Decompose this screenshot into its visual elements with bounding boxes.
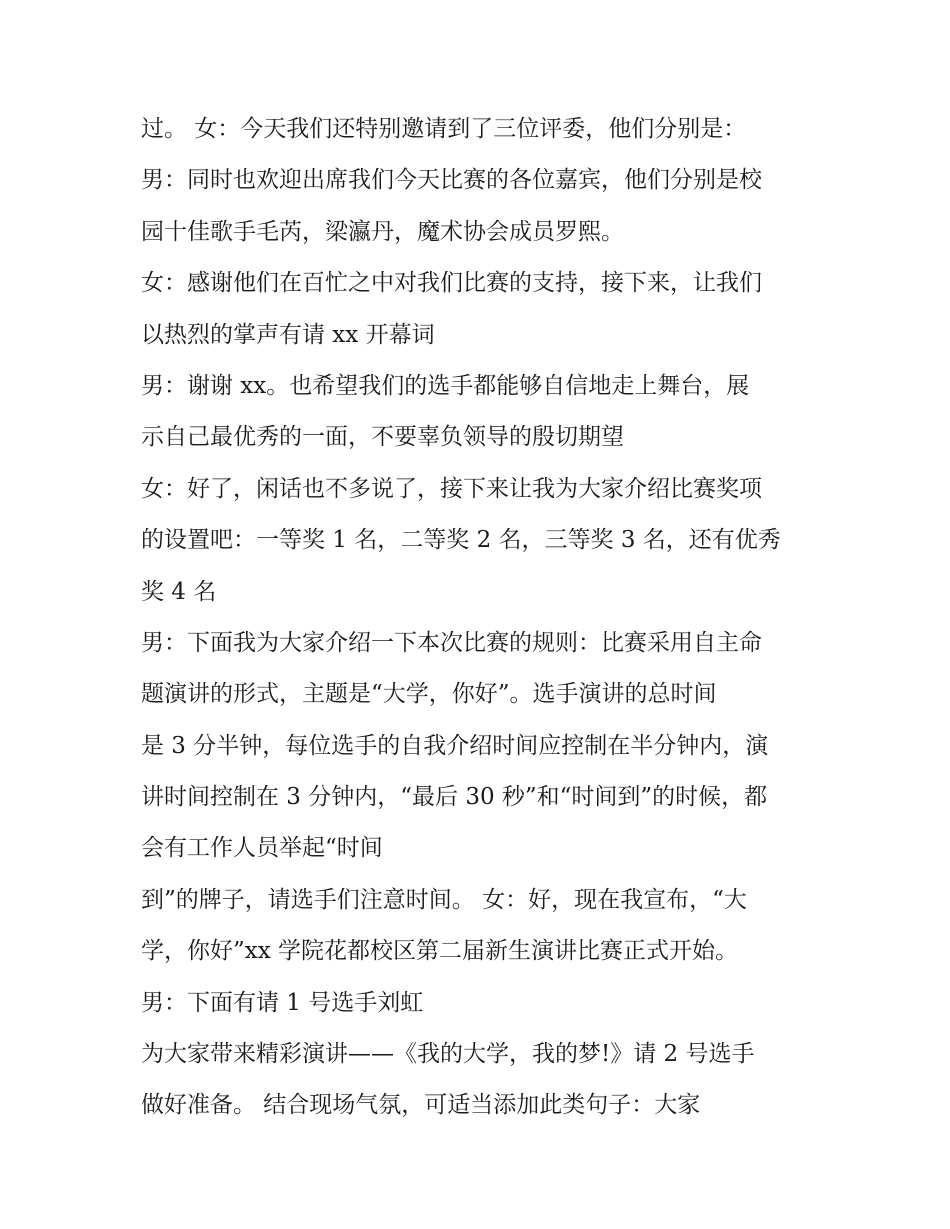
text-line: 园十佳歌手毛芮，梁瀛丹，魔术协会成员罗熙。 — [141, 218, 624, 245]
text-line: 奖 4 名 — [141, 578, 217, 605]
text-line: 为大家带来精彩演讲——《我的大学，我的梦!》请 2 号选手 — [141, 1041, 755, 1068]
text-line: 男：下面我为大家介绍一下本次比赛的规则：比赛采用自主命 — [141, 629, 762, 656]
text-line: 到”的牌子，请选手们注意时间。 女：好，现在我宣布，“大 — [141, 886, 747, 913]
text-line: 女：感谢他们在百忙之中对我们比赛的支持，接下来，让我们 — [141, 270, 762, 297]
text-line: 是 3 分半钟，每位选手的自我介绍时间应控制在半分钟内，演 — [141, 732, 769, 759]
text-line: 会有工作人员举起“时间 — [141, 835, 383, 862]
text-line: 做好准备。 结合现场气氛，可适当添加此类句子：大家 — [141, 1092, 701, 1119]
text-line: 男：谢谢 xx。也希望我们的选手都能够自信地走上舞台，展 — [141, 372, 750, 399]
text-line: 男：下面有请 1 号选手刘虹 — [141, 989, 424, 1016]
text-line: 学，你好”xx 学院花都校区第二届新生演讲比赛正式开始。 — [141, 938, 739, 965]
text-line: 过。 女：今天我们还特别邀请到了三位评委，他们分别是： — [141, 116, 747, 142]
text-line: 示自己最优秀的一面，不要辜负领导的殷切期望 — [141, 424, 624, 451]
document-body — [141, 104, 831, 1132]
text-line: 女：好了，闲话也不多说了，接下来让我为大家介绍比赛奖项 — [141, 475, 762, 502]
text-line: 男：同时也欢迎出席我们今天比赛的各位嘉宾，他们分别是校 — [141, 167, 762, 194]
text-line: 讲时间控制在 3 分钟内，“最后 30 秒”和“时间到”的时候，都 — [141, 784, 768, 811]
text-line: 题演讲的形式，主题是“大学，你好”。选手演讲的总时间 — [141, 681, 717, 708]
text-line: 以热烈的掌声有请 xx 开幕词 — [141, 321, 435, 348]
text-line: 的设置吧：一等奖 1 名，二等奖 2 名，三等奖 3 名，还有优秀 — [141, 527, 781, 554]
